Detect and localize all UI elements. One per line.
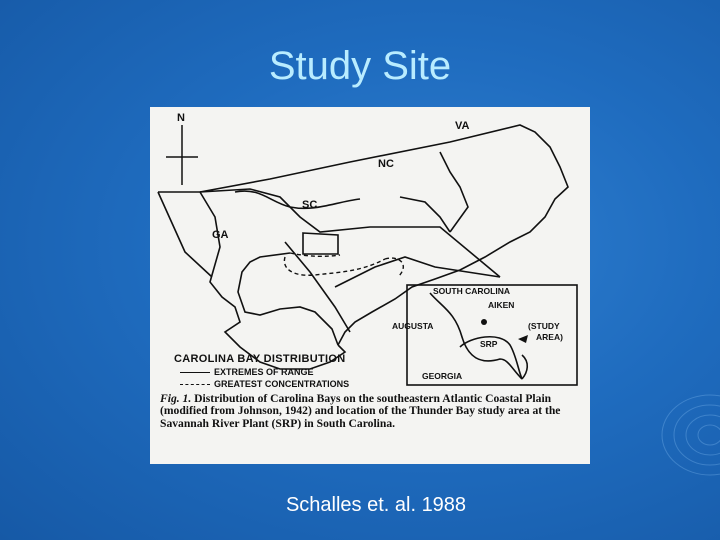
water-ripple-decoration xyxy=(640,390,720,480)
inset-label-south-carolina: SOUTH CAROLINA xyxy=(433,286,510,296)
legend-row-concentrations xyxy=(180,379,349,389)
inset-label-augusta: AUGUSTA xyxy=(392,321,434,331)
solid-line-icon xyxy=(180,372,210,373)
state-label-sc: SC xyxy=(302,199,318,211)
slide-credit: Schalles et. al. 1988 xyxy=(285,494,467,516)
dashed-line-icon xyxy=(180,384,210,385)
state-label-va: VA xyxy=(455,120,470,132)
state-label-ga: GA xyxy=(212,229,229,241)
north-arrow-icon xyxy=(166,125,198,185)
concentration-line xyxy=(284,253,403,277)
inset-label-aiken: AIKEN xyxy=(488,300,515,310)
slide-title: Study Site xyxy=(268,44,452,88)
legend-concentrations-label: GREATEST CONCENTRATIONS xyxy=(214,379,350,389)
legend-row-extremes xyxy=(180,367,349,377)
figure-caption xyxy=(160,393,582,430)
inset-label-study-area: (STUDY xyxy=(528,321,560,331)
legend-extremes-label: EXTREMES OF RANGE xyxy=(214,367,314,377)
study-area-arrow-icon xyxy=(518,335,528,343)
map-outline xyxy=(158,125,577,385)
north-label: N xyxy=(177,112,185,124)
map-figure xyxy=(150,107,590,464)
inset-label-study-area-2: AREA) xyxy=(536,332,563,342)
aiken-dot-icon xyxy=(481,319,487,325)
caption-body: Distribution of Carolina Bays on the southeastern Atlantic Coastal Plain (modified from Johnson, 1942) and location of the Thunder Bay study area at the Savannah River Plant (SRP) in South Carolina. xyxy=(160,392,561,430)
inset-label-georgia: GEORGIA xyxy=(422,371,463,381)
state-label-nc: NC xyxy=(378,158,394,170)
caption-lead: Fig. 1. xyxy=(160,392,192,405)
map-legend xyxy=(174,353,349,389)
inset-label-srp: SRP xyxy=(480,339,498,349)
legend-title: CAROLINA BAY DISTRIBUTION xyxy=(174,353,346,365)
